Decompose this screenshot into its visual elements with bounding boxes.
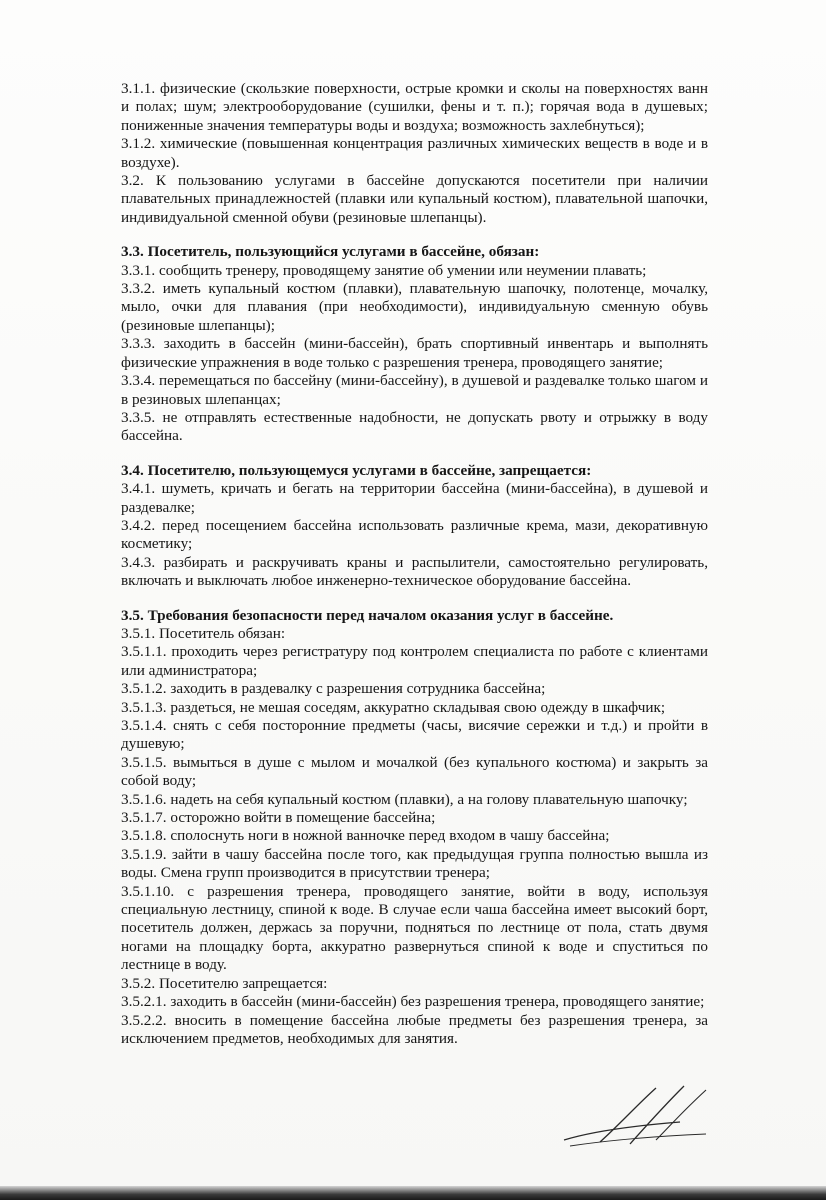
paragraph-3-5-1-1: 3.5.1.1. проходить через регистратуру под контролем специалиста по работе с клиентами или администратора; bbox=[121, 643, 708, 679]
paragraph-3-5-1-7: 3.5.1.7. осторожно войти в помещение бассейна; bbox=[121, 809, 436, 827]
paragraph-3-1-2: 3.1.2. химические (повышенная концентрация различных химических веществ в воде и в воздухе). bbox=[121, 135, 708, 171]
signature-icon bbox=[560, 1082, 710, 1152]
paragraph-3-5-1-3: 3.5.1.3. раздеться, не мешая соседям, аккуратно складывая свою одежду в шкафчик; bbox=[121, 698, 666, 716]
paragraph-3-5-1-10: 3.5.1.10. с разрешения тренера, проводящего занятие, войти в воду, используя специальную лестницу, спиной к воде. В случае если чаша бассейна имеет высокий борт, посетитель должен, держась за поручни, подняться по лестнице от пола, стать двумя ногами на площадку борта, аккуратно развернуться спиной к воде и спуститься по лестнице в воду. bbox=[121, 882, 708, 974]
section-3-3-heading: 3.3. Посетитель, пользующийся услугами в бассейне, обязан: bbox=[121, 243, 540, 261]
paragraph-3-5-1-6: 3.5.1.6. надеть на себя купальный костюм (плавки), а на голову плавательную шапочку; bbox=[121, 790, 688, 808]
paragraph-3-3-2: 3.3.2. иметь купальный костюм (плавки), плавательную шапочку, полотенце, мочалку, мыло, очки для плавания (при необходимости), индивидуальную сменную обувь (резиновые шлепанцы); bbox=[121, 280, 708, 334]
paragraph-3-5-1-8: 3.5.1.8. сполоснуть ноги в ножной ванночке перед входом в чашу бассейна; bbox=[121, 827, 610, 845]
scan-edge bbox=[0, 1186, 826, 1200]
paragraph-3-5-2: 3.5.2. Посетителю запрещается: bbox=[121, 974, 328, 992]
paragraph-3-5-1-5: 3.5.1.5. вымыться в душе с мылом и мочалкой (без купального костюма) и закрыть за собой воду; bbox=[121, 753, 708, 790]
paragraph-3-5-1-2: 3.5.1.2. заходить в раздевалку с разрешения сотрудника бассейна; bbox=[121, 680, 546, 698]
paragraph-3-3-3: 3.3.3. заходить в бассейн (мини-бассейн), брать спортивный инвентарь и выполнять физические упражнения в воде только с разрешения тренера, проводящего занятие; bbox=[121, 335, 708, 371]
paragraph-3-3-1: 3.3.1. сообщить тренеру, проводящему занятие об умении или неумении плавать; bbox=[121, 261, 647, 279]
paragraph-3-4-3: 3.4.3. разбирать и раскручивать краны и распылители, самостоятельно регулировать, включать и выключать любое инженерно-техническое оборудование бассейна. bbox=[121, 553, 708, 590]
paragraph-3-5-2-1: 3.5.2.1. заходить в бассейн (мини-бассейн) без разрешения тренера, проводящего занятие; bbox=[121, 993, 705, 1011]
paragraph-3-3-4: 3.3.4. перемещаться по бассейну (мини-бассейну), в душевой и раздевалке только шагом и в резиновых шлепанцах; bbox=[121, 372, 708, 408]
section-3-4-heading: 3.4. Посетителю, пользующемуся услугами в бассейне, запрещается: bbox=[121, 461, 592, 479]
paragraph-3-4-2: 3.4.2. перед посещением бассейна использовать различные крема, мази, декоративную косметику; bbox=[121, 516, 708, 553]
document-body bbox=[121, 80, 708, 1048]
paragraph-3-5-2-2: 3.5.2.2. вносить в помещение бассейна любые предметы без разрешения тренера, за исключением предметов, необходимых для занятия. bbox=[121, 1011, 708, 1047]
paragraph-3-5-1-9: 3.5.1.9. зайти в чашу бассейна после того, как предыдущая группа полностью вышла из воды. Смена групп производится в присутствии тренера; bbox=[121, 845, 708, 882]
paragraph-3-5-1-4: 3.5.1.4. снять с себя посторонние предметы (часы, висячие сережки и т.д.) и пройти в душевую; bbox=[121, 717, 708, 753]
paragraph-3-3-5: 3.3.5. не отправлять естественные надобности, не допускать рвоту и отрыжку в воду бассейна. bbox=[121, 408, 708, 445]
section-3-5-heading: 3.5. Требования безопасности перед началом оказания услуг в бассейне. bbox=[121, 606, 614, 624]
paragraph-3-1-1: 3.1.1. физические (скользкие поверхности, острые кромки и сколы на поверхностях ванн и полах; шум; электрооборудование (сушилки, фены и т. п.); горячая вода в душевых; пониженные значения температуры воды и воздуха; возможность захлебнуться); bbox=[121, 80, 708, 134]
paragraph-3-2: 3.2. К пользованию услугами в бассейне допускаются посетители при наличии плавательных принадлежностей (плавки или купальный костюм), плавательной шапочки, индивидуальной сменной обуви (резиновые шлепанцы). bbox=[121, 172, 708, 226]
paragraph-3-5-1: 3.5.1. Посетитель обязан: bbox=[121, 624, 286, 642]
paragraph-3-4-1: 3.4.1. шуметь, кричать и бегать на территории бассейна (мини-бассейна), в душевой и раздевалке; bbox=[121, 480, 708, 516]
